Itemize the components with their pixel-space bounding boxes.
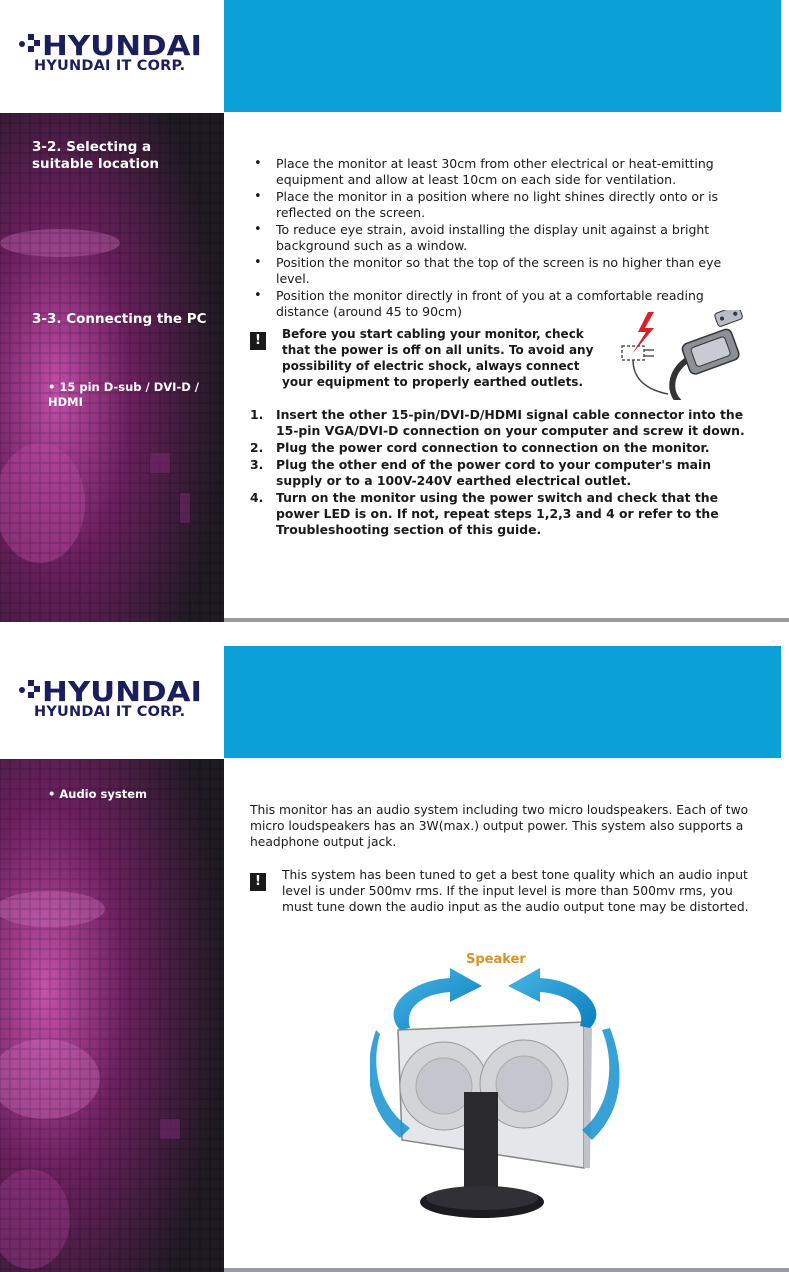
warning-icon: ! (250, 873, 266, 891)
sidebar-decor (0, 113, 224, 622)
sidebar-face-art (0, 113, 224, 622)
corp-name: HYUNDAI IT CORP. (34, 58, 186, 74)
list-item (250, 440, 750, 456)
hyundai-logo-mark (18, 30, 208, 58)
location-guidelines (250, 156, 750, 321)
section-heading-connecting: 3-3. Connecting the PC (32, 311, 207, 327)
list-item (250, 457, 750, 489)
list-item (250, 490, 750, 538)
power-plug-and-connector-illustration (618, 310, 748, 400)
connection-steps (250, 407, 750, 539)
header-bar (224, 646, 781, 758)
header-bar (224, 0, 781, 112)
cabling-warning-text: Before you start cabling your monitor, check that the power is off on all units. To avoid any possibility of electric shock, always connect your equipment to properly earthed outlets. (282, 327, 594, 389)
monitor-rear-speakers-illustration (370, 968, 620, 1230)
step-number: 2. (250, 440, 264, 455)
list-item: • Position the monitor so that the top of the screen is no higher than eye level. (250, 255, 750, 287)
hyundai-logo-mark (18, 676, 208, 704)
list-item: • To reduce eye strain, avoid installing the display unit against a bright background such as a window. (250, 222, 750, 254)
list-item: • Place the monitor at least 30cm from other electrical or heat-emitting equipment and allow at least 10cm on each side for ventilation. (250, 156, 750, 188)
step-number: 1. (250, 407, 264, 422)
page-bottom-rule (224, 1268, 789, 1272)
list-item: • Position the monitor directly in front of you at a comfortable reading distance (around 45 to 90cm) (250, 288, 750, 320)
warning-icon: ! (250, 332, 266, 350)
sidebar-face-art (0, 759, 224, 1272)
corp-name: HYUNDAI IT CORP. (34, 704, 186, 720)
page-bottom-rule (224, 618, 789, 622)
step-number: 3. (250, 457, 264, 472)
hyundai-logo (18, 676, 208, 724)
sub-heading-connectors: • 15 pin D-sub / DVI-D / HDMI (48, 380, 199, 409)
audio-intro-text: This monitor has an audio system including two micro loudspeakers. Each of two micro loudspeakers has an 3W(max.) output power. This system also supports a headphone output jack. (250, 803, 749, 849)
section-heading-location: 3-2. Selecting a suitable location (32, 139, 159, 172)
manual-page-connecting (0, 0, 789, 622)
list-item: • Place the monitor in a position where no light shines directly onto or is reflected on the screen. (250, 189, 750, 221)
logo-wordmark: HYUNDAI (42, 676, 202, 704)
sub-heading-audio: • Audio system (48, 787, 147, 801)
speaker-label: Speaker (466, 952, 526, 967)
step-text: Turn on the monitor using the power switch and check that the power LED is on. If not, repeat steps 1,2,3 and 4 or refer to the Troubleshooting section of this guide. (276, 490, 719, 537)
list-item (250, 407, 750, 439)
manual-page-audio (0, 646, 789, 1272)
step-number: 4. (250, 490, 264, 505)
logo-wordmark: HYUNDAI (42, 30, 202, 58)
audio-warning-text: This system has been tuned to get a best tone quality which an audio input level is under 500mv rms. If the input level is more than 500mv rms, you must tune down the audio input as the audio output tone may be distorted. (282, 868, 749, 914)
step-text: Plug the other end of the power cord to your computer's main supply or to a 100V-240V earthed electrical outlet. (276, 457, 712, 488)
step-text: Insert the other 15-pin/DVI-D/HDMI signal cable connector into the 15-pin VGA/DVI-D connection on your computer and screw it down. (276, 407, 745, 438)
hyundai-logo (18, 30, 208, 78)
sidebar-decor (0, 759, 224, 1272)
step-text: Plug the power cord connection to connection on the monitor. (276, 440, 710, 455)
